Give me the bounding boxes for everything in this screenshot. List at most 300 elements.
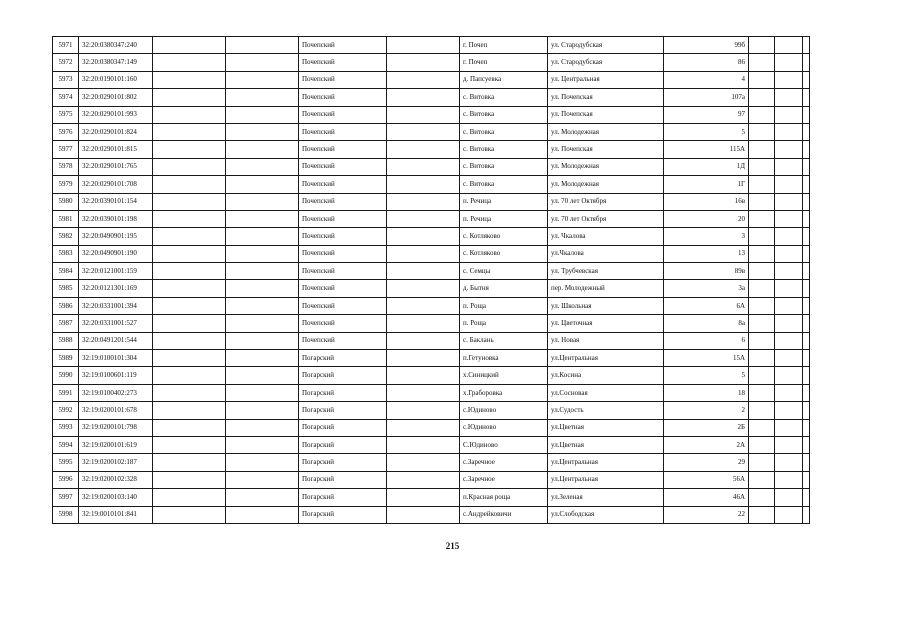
street-cell: ул.Центральная: [548, 454, 664, 471]
cadastral-number-cell: 32:20:0331001:394: [79, 297, 153, 314]
empty-cell: [803, 89, 810, 106]
empty-cell: [749, 106, 775, 123]
district-cell: Почепский: [299, 71, 387, 88]
record-number-cell: 5980: [53, 193, 79, 210]
locality-cell: с.Андрейковичи: [460, 506, 548, 523]
empty-cell: [387, 471, 460, 488]
empty-cell: [775, 350, 803, 367]
empty-cell: [775, 106, 803, 123]
cadastral-number-cell: 32:19:0200102:187: [79, 454, 153, 471]
empty-cell: [153, 176, 226, 193]
empty-cell: [775, 436, 803, 453]
district-cell: Почепский: [299, 297, 387, 314]
empty-cell: [153, 436, 226, 453]
record-number-cell: 5996: [53, 471, 79, 488]
empty-cell: [153, 263, 226, 280]
empty-cell: [387, 228, 460, 245]
empty-cell: [226, 315, 299, 332]
table-row: [53, 402, 810, 419]
district-cell: Почепский: [299, 193, 387, 210]
table-row: [53, 489, 810, 506]
locality-cell: с. Витовка: [460, 106, 548, 123]
cadastral-number-cell: 32:20:0290101:993: [79, 106, 153, 123]
cadastral-number-cell: 32:19:0200101:678: [79, 402, 153, 419]
empty-cell: [387, 210, 460, 227]
house-number-cell: 15А: [664, 350, 749, 367]
locality-cell: д. Бытня: [460, 280, 548, 297]
empty-cell: [153, 280, 226, 297]
street-cell: ул.Косина: [548, 367, 664, 384]
empty-cell: [226, 419, 299, 436]
empty-cell: [775, 123, 803, 140]
cadastral-number-cell: 32:20:0390101:154: [79, 193, 153, 210]
locality-cell: п. Роща: [460, 315, 548, 332]
street-cell: ул. Школьная: [548, 297, 664, 314]
empty-cell: [387, 141, 460, 158]
house-number-cell: 3а: [664, 280, 749, 297]
cadastral-number-cell: 32:19:0200101:619: [79, 436, 153, 453]
cadastral-number-cell: 32:20:0490901:190: [79, 245, 153, 262]
district-cell: Погарский: [299, 384, 387, 401]
empty-cell: [226, 228, 299, 245]
empty-cell: [803, 228, 810, 245]
empty-cell: [775, 471, 803, 488]
empty-cell: [153, 384, 226, 401]
empty-cell: [749, 263, 775, 280]
empty-cell: [226, 123, 299, 140]
empty-cell: [153, 489, 226, 506]
table-row: [53, 280, 810, 297]
page-number: 215: [445, 541, 460, 551]
empty-cell: [775, 454, 803, 471]
empty-cell: [153, 419, 226, 436]
locality-cell: г. Почеп: [460, 54, 548, 71]
empty-cell: [153, 37, 226, 54]
empty-cell: [387, 106, 460, 123]
house-number-cell: 86: [664, 54, 749, 71]
empty-cell: [387, 332, 460, 349]
empty-cell: [387, 419, 460, 436]
empty-cell: [226, 489, 299, 506]
empty-cell: [153, 332, 226, 349]
empty-cell: [803, 193, 810, 210]
empty-cell: [153, 367, 226, 384]
empty-cell: [226, 436, 299, 453]
cadastral-number-cell: 32:20:0380347:149: [79, 54, 153, 71]
cadastral-number-cell: 32:19:0100402:273: [79, 384, 153, 401]
empty-cell: [749, 89, 775, 106]
empty-cell: [387, 54, 460, 71]
empty-cell: [775, 37, 803, 54]
empty-cell: [803, 280, 810, 297]
house-number-cell: 8а: [664, 315, 749, 332]
empty-cell: [749, 210, 775, 227]
district-cell: Погарский: [299, 419, 387, 436]
district-cell: Погарский: [299, 489, 387, 506]
district-cell: Почепский: [299, 210, 387, 227]
empty-cell: [749, 176, 775, 193]
empty-cell: [803, 37, 810, 54]
empty-cell: [803, 297, 810, 314]
empty-cell: [226, 158, 299, 175]
record-number-cell: 5982: [53, 228, 79, 245]
empty-cell: [803, 506, 810, 523]
table-row: [53, 141, 810, 158]
record-number-cell: 5981: [53, 210, 79, 227]
empty-cell: [153, 471, 226, 488]
empty-cell: [226, 141, 299, 158]
street-cell: ул.Чкалова: [548, 245, 664, 262]
district-cell: Почепский: [299, 89, 387, 106]
locality-cell: х.Синицкий: [460, 367, 548, 384]
record-number-cell: 5987: [53, 315, 79, 332]
locality-cell: п. Роща: [460, 297, 548, 314]
locality-cell: п. Речица: [460, 210, 548, 227]
house-number-cell: 20: [664, 210, 749, 227]
cadastral-number-cell: 32:19:0200103:140: [79, 489, 153, 506]
house-number-cell: 6А: [664, 297, 749, 314]
empty-cell: [803, 436, 810, 453]
empty-cell: [153, 193, 226, 210]
record-number-cell: 5983: [53, 245, 79, 262]
table-row: [53, 71, 810, 88]
locality-cell: х.Граборовка: [460, 384, 548, 401]
house-number-cell: 5: [664, 123, 749, 140]
empty-cell: [387, 176, 460, 193]
empty-cell: [775, 297, 803, 314]
empty-cell: [387, 193, 460, 210]
street-cell: ул. Трубчевская: [548, 263, 664, 280]
table-row: [53, 123, 810, 140]
empty-cell: [775, 228, 803, 245]
empty-cell: [153, 454, 226, 471]
empty-cell: [775, 263, 803, 280]
register-table: [52, 36, 810, 524]
cadastral-number-cell: 32:20:0290101:824: [79, 123, 153, 140]
empty-cell: [226, 71, 299, 88]
street-cell: ул. Почепская: [548, 89, 664, 106]
cadastral-number-cell: 32:19:0100101:304: [79, 350, 153, 367]
empty-cell: [749, 384, 775, 401]
empty-cell: [803, 315, 810, 332]
empty-cell: [803, 245, 810, 262]
empty-cell: [775, 193, 803, 210]
district-cell: Почепский: [299, 280, 387, 297]
district-cell: Погарский: [299, 436, 387, 453]
record-number-cell: 5994: [53, 436, 79, 453]
house-number-cell: 46А: [664, 489, 749, 506]
locality-cell: с. Семцы: [460, 263, 548, 280]
district-cell: Почепский: [299, 37, 387, 54]
empty-cell: [775, 489, 803, 506]
table-row: [53, 384, 810, 401]
empty-cell: [749, 71, 775, 88]
cadastral-number-cell: 32:20:0490901:195: [79, 228, 153, 245]
empty-cell: [387, 367, 460, 384]
house-number-cell: 89в: [664, 263, 749, 280]
cadastral-number-cell: 32:20:0190101:160: [79, 71, 153, 88]
street-cell: ул. Почепская: [548, 106, 664, 123]
cadastral-number-cell: 32:20:0121301:169: [79, 280, 153, 297]
empty-cell: [749, 332, 775, 349]
house-number-cell: 2Б: [664, 419, 749, 436]
empty-cell: [803, 419, 810, 436]
empty-cell: [153, 402, 226, 419]
street-cell: ул. Центральная: [548, 71, 664, 88]
district-cell: Почепский: [299, 141, 387, 158]
cadastral-number-cell: 32:19:0100601:119: [79, 367, 153, 384]
locality-cell: с. Витовка: [460, 123, 548, 140]
locality-cell: п.Гетуновка: [460, 350, 548, 367]
table-row: [53, 506, 810, 523]
street-cell: ул. Молодежная: [548, 176, 664, 193]
street-cell: ул.Цветная: [548, 419, 664, 436]
empty-cell: [153, 141, 226, 158]
empty-cell: [775, 54, 803, 71]
record-number-cell: 5998: [53, 506, 79, 523]
street-cell: ул.Зеленая: [548, 489, 664, 506]
empty-cell: [803, 471, 810, 488]
house-number-cell: 1Г: [664, 176, 749, 193]
district-cell: Погарский: [299, 454, 387, 471]
empty-cell: [803, 402, 810, 419]
record-number-cell: 5974: [53, 89, 79, 106]
empty-cell: [387, 436, 460, 453]
empty-cell: [803, 71, 810, 88]
locality-cell: д. Папсуевка: [460, 71, 548, 88]
empty-cell: [775, 245, 803, 262]
empty-cell: [226, 89, 299, 106]
cadastral-number-cell: 32:19:0010101:841: [79, 506, 153, 523]
house-number-cell: 107а: [664, 89, 749, 106]
street-cell: пер. Молодежный: [548, 280, 664, 297]
empty-cell: [226, 210, 299, 227]
locality-cell: с. Витовка: [460, 176, 548, 193]
empty-cell: [775, 315, 803, 332]
empty-cell: [226, 350, 299, 367]
empty-cell: [749, 193, 775, 210]
record-number-cell: 5973: [53, 71, 79, 88]
record-number-cell: 5995: [53, 454, 79, 471]
locality-cell: с.Заречное: [460, 471, 548, 488]
street-cell: ул. Молодежная: [548, 123, 664, 140]
empty-cell: [226, 384, 299, 401]
empty-cell: [226, 332, 299, 349]
table-row: [53, 332, 810, 349]
record-number-cell: 5991: [53, 384, 79, 401]
empty-cell: [226, 280, 299, 297]
locality-cell: с. Котляково: [460, 245, 548, 262]
empty-cell: [803, 454, 810, 471]
record-number-cell: 5989: [53, 350, 79, 367]
table-row: [53, 54, 810, 71]
locality-cell: п. Речица: [460, 193, 548, 210]
cadastral-number-cell: 32:19:0200102:328: [79, 471, 153, 488]
house-number-cell: 5: [664, 367, 749, 384]
empty-cell: [226, 193, 299, 210]
street-cell: ул. Стародубская: [548, 54, 664, 71]
house-number-cell: 115А: [664, 141, 749, 158]
empty-cell: [775, 210, 803, 227]
street-cell: ул. Стародубская: [548, 37, 664, 54]
empty-cell: [749, 350, 775, 367]
empty-cell: [387, 506, 460, 523]
empty-cell: [775, 280, 803, 297]
district-cell: Почепский: [299, 106, 387, 123]
empty-cell: [226, 37, 299, 54]
empty-cell: [749, 367, 775, 384]
empty-cell: [153, 245, 226, 262]
record-number-cell: 5988: [53, 332, 79, 349]
district-cell: Погарский: [299, 350, 387, 367]
street-cell: ул. 70 лет Октября: [548, 210, 664, 227]
cadastral-number-cell: 32:20:0121001:159: [79, 263, 153, 280]
empty-cell: [749, 454, 775, 471]
empty-cell: [749, 402, 775, 419]
empty-cell: [387, 37, 460, 54]
empty-cell: [749, 141, 775, 158]
cadastral-number-cell: 32:20:0290101:802: [79, 89, 153, 106]
record-number-cell: 5997: [53, 489, 79, 506]
street-cell: ул.Слободская: [548, 506, 664, 523]
empty-cell: [387, 315, 460, 332]
table-row: [53, 350, 810, 367]
empty-cell: [803, 123, 810, 140]
district-cell: Почепский: [299, 263, 387, 280]
empty-cell: [153, 123, 226, 140]
empty-cell: [803, 263, 810, 280]
empty-cell: [803, 489, 810, 506]
empty-cell: [226, 506, 299, 523]
empty-cell: [775, 141, 803, 158]
empty-cell: [775, 71, 803, 88]
table-row: [53, 367, 810, 384]
locality-cell: с. Котляково: [460, 228, 548, 245]
district-cell: Погарский: [299, 471, 387, 488]
empty-cell: [749, 158, 775, 175]
empty-cell: [749, 228, 775, 245]
table-row: [53, 176, 810, 193]
locality-cell: с. Витовка: [460, 141, 548, 158]
street-cell: ул. Цветочная: [548, 315, 664, 332]
empty-cell: [226, 54, 299, 71]
empty-cell: [749, 506, 775, 523]
table-row: [53, 436, 810, 453]
cadastral-number-cell: 32:20:0390101:198: [79, 210, 153, 227]
record-number-cell: 5976: [53, 123, 79, 140]
district-cell: Почепский: [299, 245, 387, 262]
empty-cell: [803, 332, 810, 349]
empty-cell: [775, 176, 803, 193]
empty-cell: [387, 454, 460, 471]
empty-cell: [775, 89, 803, 106]
street-cell: ул.Сосновая: [548, 384, 664, 401]
table-row: [53, 106, 810, 123]
empty-cell: [387, 384, 460, 401]
empty-cell: [153, 315, 226, 332]
cadastral-number-cell: 32:20:0380347:240: [79, 37, 153, 54]
street-cell: ул. Почепская: [548, 141, 664, 158]
house-number-cell: 16в: [664, 193, 749, 210]
district-cell: Почепский: [299, 54, 387, 71]
empty-cell: [387, 263, 460, 280]
empty-cell: [775, 158, 803, 175]
cadastral-number-cell: 32:20:0331001:527: [79, 315, 153, 332]
district-cell: Погарский: [299, 367, 387, 384]
empty-cell: [803, 210, 810, 227]
empty-cell: [153, 297, 226, 314]
house-number-cell: 18: [664, 384, 749, 401]
empty-cell: [153, 228, 226, 245]
empty-cell: [226, 245, 299, 262]
street-cell: ул. Чкалова: [548, 228, 664, 245]
empty-cell: [803, 158, 810, 175]
empty-cell: [226, 454, 299, 471]
street-cell: ул.Судость: [548, 402, 664, 419]
table-row: [53, 37, 810, 54]
empty-cell: [749, 245, 775, 262]
street-cell: ул.Цветная: [548, 436, 664, 453]
street-cell: ул.Центральная: [548, 350, 664, 367]
empty-cell: [226, 471, 299, 488]
empty-cell: [803, 367, 810, 384]
table-row: [53, 89, 810, 106]
table-row: [53, 245, 810, 262]
table-row: [53, 193, 810, 210]
street-cell: ул.Центральная: [548, 471, 664, 488]
empty-cell: [749, 280, 775, 297]
empty-cell: [153, 71, 226, 88]
street-cell: ул. Молодежная: [548, 158, 664, 175]
empty-cell: [387, 245, 460, 262]
empty-cell: [153, 158, 226, 175]
record-number-cell: 5992: [53, 402, 79, 419]
house-number-cell: 22: [664, 506, 749, 523]
locality-cell: С.Юдиново: [460, 436, 548, 453]
locality-cell: с.Юдиново: [460, 419, 548, 436]
register-table-body: [53, 37, 810, 524]
locality-cell: с. Баклань: [460, 332, 548, 349]
empty-cell: [387, 158, 460, 175]
empty-cell: [749, 419, 775, 436]
locality-cell: с.Юдиново: [460, 402, 548, 419]
empty-cell: [387, 297, 460, 314]
cadastral-number-cell: 32:20:0290101:765: [79, 158, 153, 175]
empty-cell: [387, 350, 460, 367]
district-cell: Почепский: [299, 228, 387, 245]
record-number-cell: 5984: [53, 263, 79, 280]
empty-cell: [226, 106, 299, 123]
record-number-cell: 5977: [53, 141, 79, 158]
empty-cell: [153, 350, 226, 367]
table-row: [53, 158, 810, 175]
district-cell: Погарский: [299, 402, 387, 419]
table-row: [53, 228, 810, 245]
record-number-cell: 5993: [53, 419, 79, 436]
empty-cell: [153, 506, 226, 523]
empty-cell: [749, 37, 775, 54]
locality-cell: п.Красная роща: [460, 489, 548, 506]
empty-cell: [387, 280, 460, 297]
empty-cell: [387, 123, 460, 140]
record-number-cell: 5972: [53, 54, 79, 71]
district-cell: Почепский: [299, 315, 387, 332]
record-number-cell: 5986: [53, 297, 79, 314]
empty-cell: [749, 123, 775, 140]
empty-cell: [775, 506, 803, 523]
house-number-cell: 4: [664, 71, 749, 88]
record-number-cell: 5978: [53, 158, 79, 175]
